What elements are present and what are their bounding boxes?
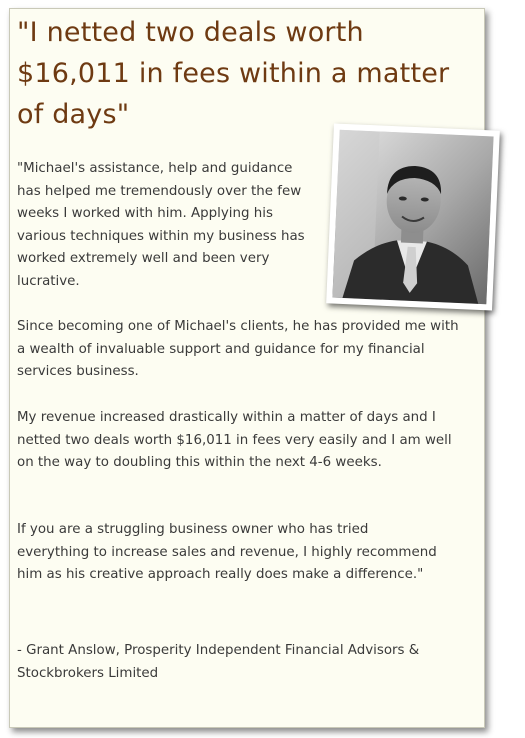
testimonial-paragraph: If you are a struggling business owner who has tried everything to increase sales and revenue, I highly recommend him as his creative approach really does make a difference." (17, 522, 437, 582)
testimonial-paragraph: "Michael's assistance, help and guidance has helped me tremendously over the few weeks I worked with him. Applying his various techniques within my business has worked extremely well and been very lucrative. (17, 161, 305, 289)
testimonial-paragraph: Since becoming one of Michael's clients, he has provided me with a wealth of invaluable support and guidance for my financial services business. (17, 319, 459, 379)
client-photo (332, 130, 493, 305)
testimonial-headline: "I netted two deals worth $16,011 in fees within a matter of days" (17, 17, 450, 130)
client-photo-illustration (332, 130, 493, 305)
testimonial-signature: - Grant Anslow, Prosperity Independent Financial Advisors & Stockbrokers Limited (17, 643, 420, 681)
photo-frame (326, 123, 500, 310)
testimonial-paragraph: My revenue increased drastically within a matter of days and I netted two deals worth $16,011 in fees very easily and I am well on the way to doubling this within the next 4-6 weeks. (17, 410, 452, 470)
